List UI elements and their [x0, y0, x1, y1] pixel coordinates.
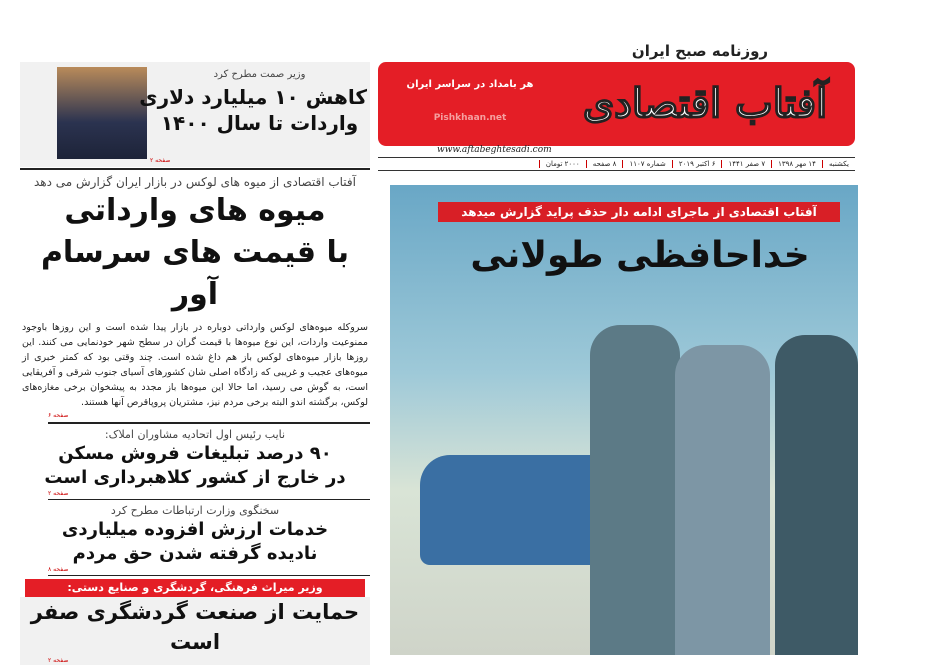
story-kicker: وزیر صمت مطرح کرد	[213, 69, 306, 80]
person-shape	[590, 325, 680, 655]
story-headline[interactable]: خدمات ارزش افزوده میلیاردی نادیده گرفته شدن حق مردم	[61, 519, 329, 564]
lead-headline[interactable]: خداحافظی طولانی	[470, 235, 810, 276]
date-item: ۲۰۰۰ تومان	[539, 160, 586, 168]
masthead-logo: آفتاب اقتصادی	[582, 80, 828, 127]
page-ref[interactable]: صفحه ۸	[48, 566, 69, 573]
left-column	[20, 172, 370, 665]
person-shape	[775, 335, 858, 655]
date-item: ۱۴ مهر ۱۳۹۸	[771, 160, 822, 168]
date-item: ۸ صفحه	[586, 160, 623, 168]
date-item: شماره ۱۱۰۷	[622, 160, 671, 168]
masthead-tagline: روزنامه صبح ایران	[631, 42, 769, 60]
story-kicker: نایب رئیس اول اتحادیه مشاوران املاک:	[104, 428, 286, 441]
page-ref[interactable]: صفحه ۲	[20, 657, 370, 665]
minister-photo	[57, 67, 147, 159]
story-headline[interactable]: ۹۰ درصد تبلیغات فروش مسکن در خارج از کشور کلاهبرداری است	[44, 443, 346, 488]
page-ref[interactable]: صفحه ۲	[150, 157, 171, 164]
watermark: Pishkhaan.net	[433, 113, 507, 123]
story-headline[interactable]: میوه های وارداتی با قیمت های سرسام آور	[40, 193, 350, 312]
person-shape	[675, 345, 770, 655]
masthead-slogan: هر بامداد در سراسر ایران	[406, 79, 534, 90]
story-kicker: آفتاب اقتصادی از میوه های لوکس در بازار ایران گزارش می دهد	[33, 175, 356, 189]
story-headline[interactable]: حمایت از صنعت گردشگری صفر است	[20, 597, 370, 657]
date-strip	[378, 157, 855, 171]
date-item: ۷ صفر ۱۴۴۱	[721, 160, 771, 168]
date-item: ۶ اکتبر ۲۰۱۹	[672, 160, 722, 168]
page-ref[interactable]: صفحه ۶	[48, 412, 69, 419]
story-kicker: سخنگوی وزارت ارتباطات مطرح کرد	[110, 504, 280, 517]
story-body: سروکله میوه‌های لوکس وارداتی دوباره در بازار پیدا شده است و این روزها باوجود ممنوعیت واردات، این نوع میوه‌ها با قیمت گران در سطح شهر خودنمایی می کنند. این روزها بازار میوه‌های لوکس باز هم داغ شده است. چند وقتی بود که کمتر خبری از میوه‌های عجیب و غریبی که زادگاه اصلی شان کشورهای آسیای جنوب شرقی و آفریقایی است، به گوش می رسید، اما حالا این میوه‌ها باز مجدد به پیشخوان برخی مغازه‌های لوکس، برگشته اندو البته برخی مردم نیز، مشتریان پروپاقرص آنها هستند.	[22, 322, 368, 408]
website: www.aftabeghtesadi.com	[437, 145, 552, 155]
page-ref[interactable]: صفحه ۲	[48, 490, 69, 497]
lead-kicker: آفتاب اقتصادی از ماجرای ادامه دار حذف پراید گزارش میدهد	[438, 202, 840, 222]
date-item: یکشنبه	[822, 160, 855, 168]
story-kicker: وزیر میراث فرهنگی، گردشگری و صنایع دستی:	[25, 579, 365, 597]
story-headline[interactable]: کاهش ۱۰ میلیارد دلاری واردات تا سال ۱۴۰۰	[139, 85, 367, 135]
